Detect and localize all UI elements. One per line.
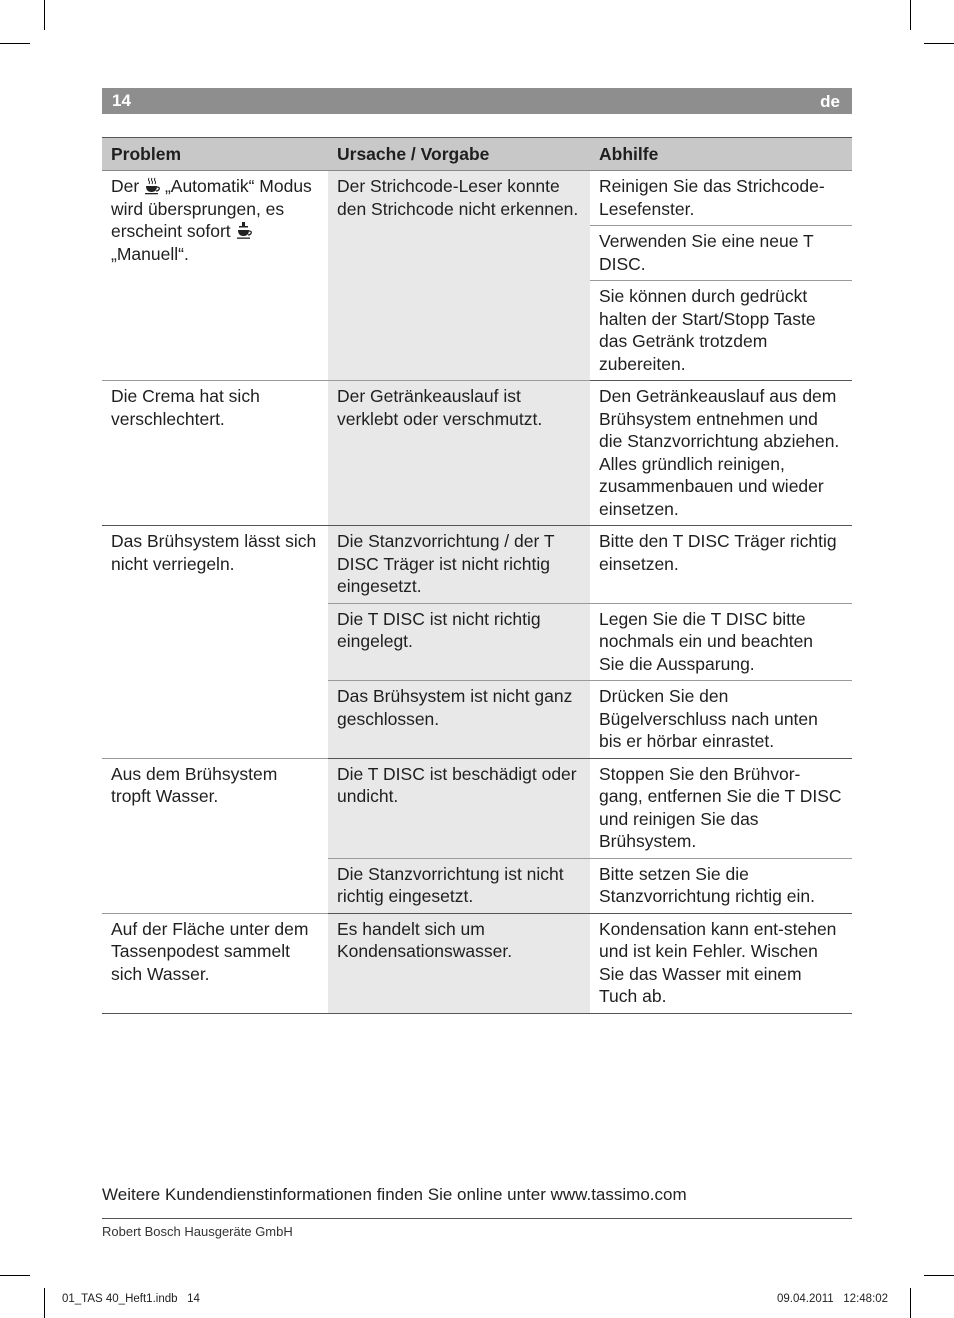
problem-cell: Die Crema hat sich verschlechtert. [102, 381, 328, 526]
cause-cell: Der Strichcode-Leser konnte den Strichcode nicht erkennen. [328, 171, 590, 381]
table-row [102, 526, 852, 604]
print-slug-datetime: 09.04.2011 12:48:02 [777, 1293, 889, 1305]
cause-cell: Das Brühsystem ist nicht ganz geschlossen. [328, 681, 590, 759]
crop-mark [44, 1288, 45, 1318]
company-name: Robert Bosch Hausgeräte GmbH [102, 1224, 293, 1239]
page-header-bar [102, 88, 852, 114]
table-row [102, 758, 852, 858]
cause-cell: Die T DISC ist beschädigt oder undicht. [328, 758, 590, 858]
crop-mark [910, 0, 911, 30]
customer-service-info: Weitere Kundendienstinformationen finden Sie online unter www.tassimo.com [102, 1185, 687, 1204]
automatic-brew-icon [144, 177, 160, 195]
remedy-cell: Bitte den T DISC Träger richtig einsetzen. [590, 526, 852, 604]
manual-brew-icon [236, 222, 252, 240]
cause-cell: Die Stanzvorrichtung ist nicht richtig eingesetzt. [328, 858, 590, 913]
crop-mark [910, 1288, 911, 1318]
remedy-cell: Verwenden Sie eine neue T DISC. [590, 226, 852, 281]
language-code: de [820, 92, 840, 111]
remedy-cell: Legen Sie die T DISC bitte nochmals ein und beachten Sie die Aussparung. [590, 603, 852, 681]
troubleshooting-table [102, 137, 852, 1014]
footer-divider [102, 1218, 852, 1219]
cause-cell: Der Getränkeauslauf ist verklebt oder verschmutzt. [328, 381, 590, 526]
remedy-cell: Stoppen Sie den Brühvor-gang, entfernen Sie die T DISC und reinigen Sie das Brühsystem. [590, 758, 852, 858]
page-number: 14 [112, 91, 131, 110]
remedy-cell: Kondensation kann ent-stehen und ist kein Fehler. Wischen Sie das Wasser mit einem Tuch ab. [590, 913, 852, 1013]
table-row [102, 381, 852, 526]
column-header-remedy: Abhilfe [590, 138, 852, 171]
crop-mark [924, 43, 954, 44]
cause-cell: Es handelt sich um Kondensationswasser. [328, 913, 590, 1013]
cause-cell: Die T DISC ist nicht richtig eingelegt. [328, 603, 590, 681]
crop-mark [924, 1275, 954, 1276]
crop-mark [0, 43, 30, 44]
column-header-cause: Ursache / Vorgabe [328, 138, 590, 171]
problem-cell: Auf der Fläche unter dem Tassenpodest sammelt sich Wasser. [102, 913, 328, 1013]
table-row [102, 171, 852, 226]
cause-cell: Die Stanzvorrichtung / der T DISC Träger ist nicht richtig eingesetzt. [328, 526, 590, 604]
crop-mark [0, 1275, 30, 1276]
problem-cell: Das Brühsystem lässt sich nicht verriegeln. [102, 526, 328, 759]
table-header-row [102, 138, 852, 171]
remedy-cell: Den Getränkeauslauf aus dem Brühsystem entnehmen und die Stanzvorrichtung abziehen. Alles gründlich reinigen, zusammenbauen und wieder einsetzen. [590, 381, 852, 526]
column-header-problem: Problem [102, 138, 328, 171]
remedy-cell: Bitte setzen Sie die Stanzvorrichtung richtig ein. [590, 858, 852, 913]
remedy-cell: Sie können durch gedrückt halten der Start/Stopp Taste das Getränk trotzdem zubereiten. [590, 281, 852, 381]
remedy-cell: Reinigen Sie das Strichcode-Lesefenster. [590, 171, 852, 226]
print-slug-file: 01_TAS 40_Heft1.indb 14 [62, 1293, 200, 1305]
crop-mark [44, 0, 45, 30]
problem-cell: Aus dem Brühsystem tropft Wasser. [102, 758, 328, 913]
problem-cell: Der „Automatik“ Modus wird übersprungen, es erscheint sofort „Manuell“. [102, 171, 328, 381]
table-row [102, 913, 852, 1013]
remedy-cell: Drücken Sie den Bügelverschluss nach unten bis er hörbar einrastet. [590, 681, 852, 759]
